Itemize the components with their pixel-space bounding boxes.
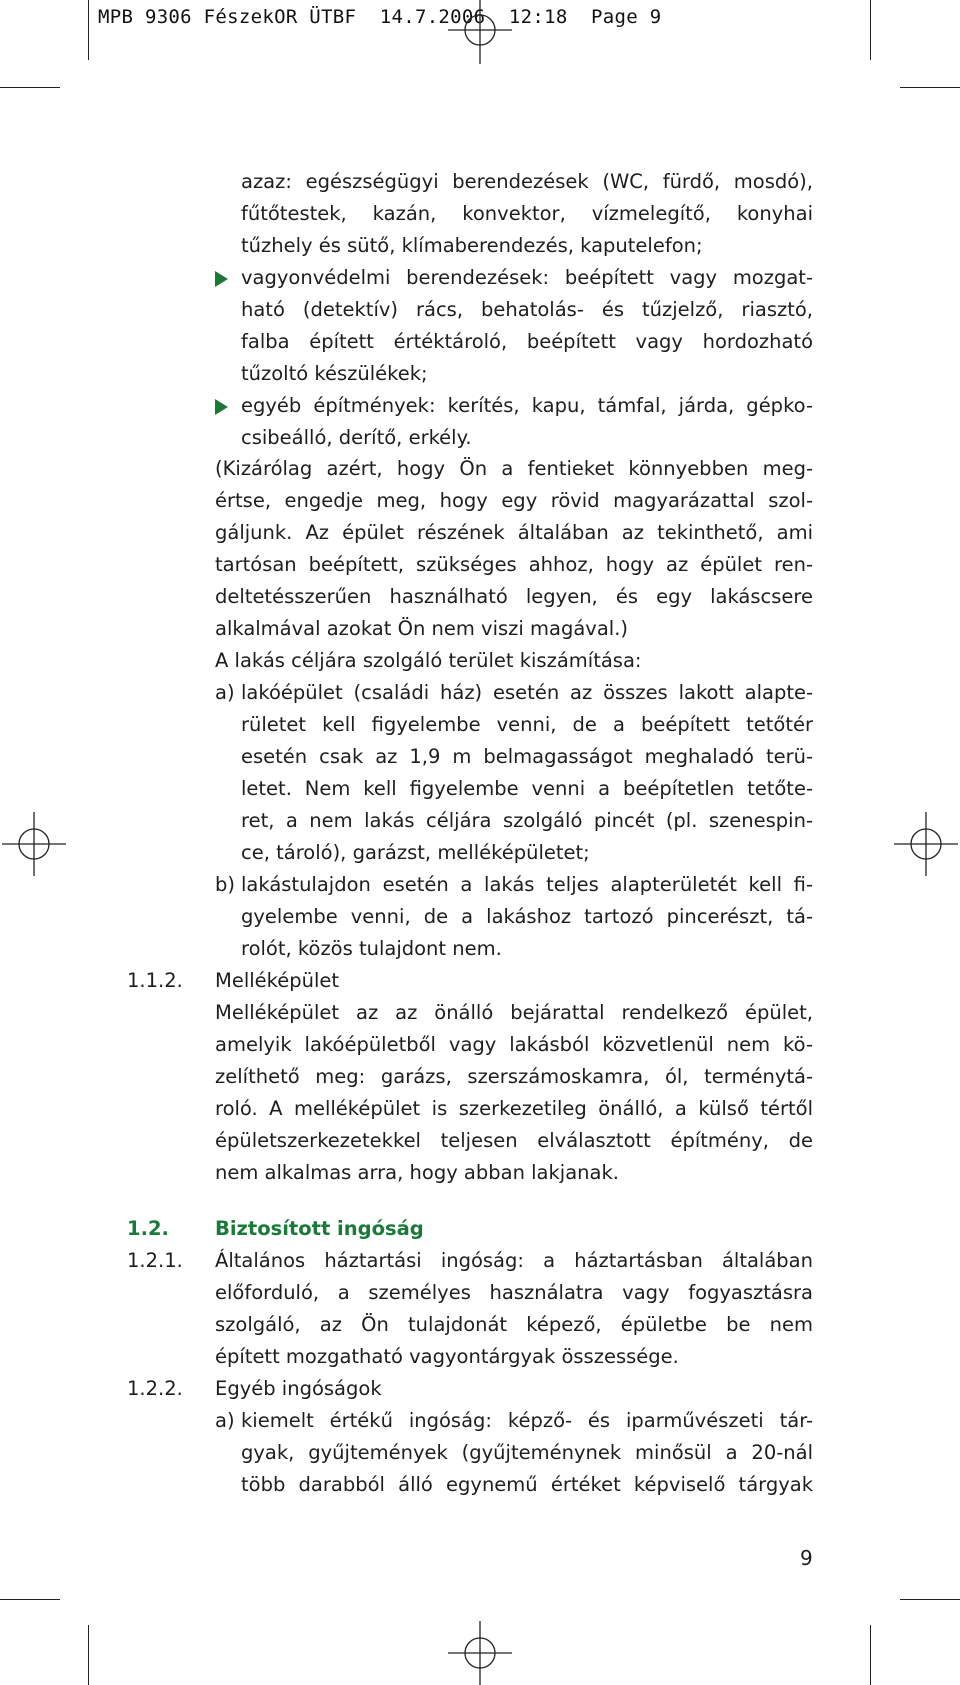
list-item-line: lakóépület (családi ház) esetén az összes lakott alapte- [241,681,813,704]
section-title: Melléképület [215,969,340,992]
section-number: 1.1.2. [127,969,183,992]
crop-mark [870,0,871,60]
section-title: Biztosított ingóság [215,1217,424,1240]
crop-mark [900,87,960,88]
list-item-line: rolót, közös tulajdont nem. [241,937,502,960]
section-line: Melléképület az az önálló bejárattal rendelkező épület, [215,1001,813,1024]
text-line: tűzhely és sütő, klímaberendezés, kaputelefon; [241,234,703,257]
note-line: értse, engedje meg, hogy egy rövid magyarázattal szol- [215,489,813,512]
section-number: 1.2. [127,1217,169,1240]
list-item-line: kiemelt értékű ingóság: képző- és iparművészeti tár- [241,1409,813,1432]
note-line: alkalmával azokat Ön nem viszi magával.) [215,617,629,640]
list-item-line: gyelembe venni, de a lakáshoz tartozó pincerészt, tá- [241,905,813,928]
note-line: deltetésszerűen használható legyen, és egy lakáscsere [215,585,813,608]
section-number: 1.2.1. [127,1249,183,1272]
section-line: épített mozgatható vagyontárgyak összessége. [215,1345,679,1368]
section-number: 1.2.2. [127,1377,183,1400]
bullet-text-line: falba épített értéktároló, beépített vagy hordozható [241,330,813,353]
list-item-line: gyak, gyűjtemények (gyűjteménynek minősül a 20-nál [241,1441,813,1464]
registration-mark-icon [2,812,66,876]
list-item-line: ret, a nem lakás céljára szolgáló pincét (pl. szenespin- [241,809,813,832]
section-line: nem alkalmas arra, hogy abban lakjanak. [215,1161,619,1184]
bullet-text-line: ható (detektív) rács, behatolás- és tűzjelző, riasztó, [241,298,813,321]
crop-mark [88,1625,89,1685]
list-marker: a) [215,681,235,704]
bullet-text-line: egyéb építmények: kerítés, kapu, támfal, járda, gépko- [241,394,813,417]
section-line: Általános háztartási ingóság: a háztartásban általában [215,1249,813,1272]
section-title: Egyéb ingóságok [215,1377,382,1400]
bullet-text-line: tűzoltó készülékek; [241,362,428,385]
text-line: fűtőtestek, kazán, konvektor, vízmelegítő, konyhai [241,202,813,225]
registration-mark-icon [894,812,958,876]
note-line: tartósan beépített, szükséges ahhoz, hogy az épület ren- [215,553,813,576]
print-slug: MPB 9306 FészekOR ÜTBF 14.7.2006 12:18 Page 9 [98,6,662,28]
bullet-text-line: csibeálló, derítő, erkély. [241,426,472,449]
bullet-triangle-icon [215,399,228,415]
registration-mark-icon [448,0,512,64]
crop-mark [870,1625,871,1685]
crop-mark [900,1599,960,1600]
crop-mark [0,1599,60,1600]
area-heading: A lakás céljára szolgáló terület kiszámítása: [215,649,642,672]
section-line: roló. A melléképület is szerkezetileg önálló, a külső tértől [215,1097,813,1120]
section-line: épületszerkezetekkel teljesen elválasztott építmény, de [215,1129,813,1152]
page-number: 9 [800,1546,813,1570]
bullet-triangle-icon [215,271,228,287]
list-item-line: több darabból álló egynemű értéket képviselő tárgyak [241,1473,813,1496]
list-item-line: esetén csak az 1,9 m belmagasságot meghaladó terü- [241,745,813,768]
section-line: előforduló, a személyes használatra vagy fogyasztásra [215,1281,813,1304]
text-line: azaz: egészségügyi berendezések (WC, fürdő, mosdó), [241,170,813,193]
list-marker: b) [215,873,235,896]
list-marker: a) [215,1409,235,1432]
section-line: zelíthető meg: garázs, szerszámoskamra, ól, terménytá- [215,1065,813,1088]
bullet-text-line: vagyonvédelmi berendezések: beépített vagy mozgat- [241,266,813,289]
crop-mark [0,87,60,88]
list-item-line: letet. Nem kell figyelembe venni a beépítetlen tetőte- [241,777,813,800]
list-item-line: lakástulajdon esetén a lakás teljes alapterületét kell fi- [241,873,813,896]
note-line: gáljunk. Az épület részének általában az tekinthető, ami [215,521,813,544]
note-line: (Kizárólag azért, hogy Ön a fentieket könnyebben meg- [215,457,813,480]
crop-mark [88,0,89,60]
list-item-line: ce, tároló), garázst, melléképületet; [241,841,590,864]
registration-mark-icon [448,1621,512,1685]
section-line: amelyik lakóépületből vagy lakásból közvetlenül nem kö- [215,1033,813,1056]
section-line: szolgáló, az Ön tulajdonát képező, épületbe be nem [215,1313,813,1336]
list-item-line: rületet kell figyelembe venni, de a beépített tetőtér [241,713,813,736]
